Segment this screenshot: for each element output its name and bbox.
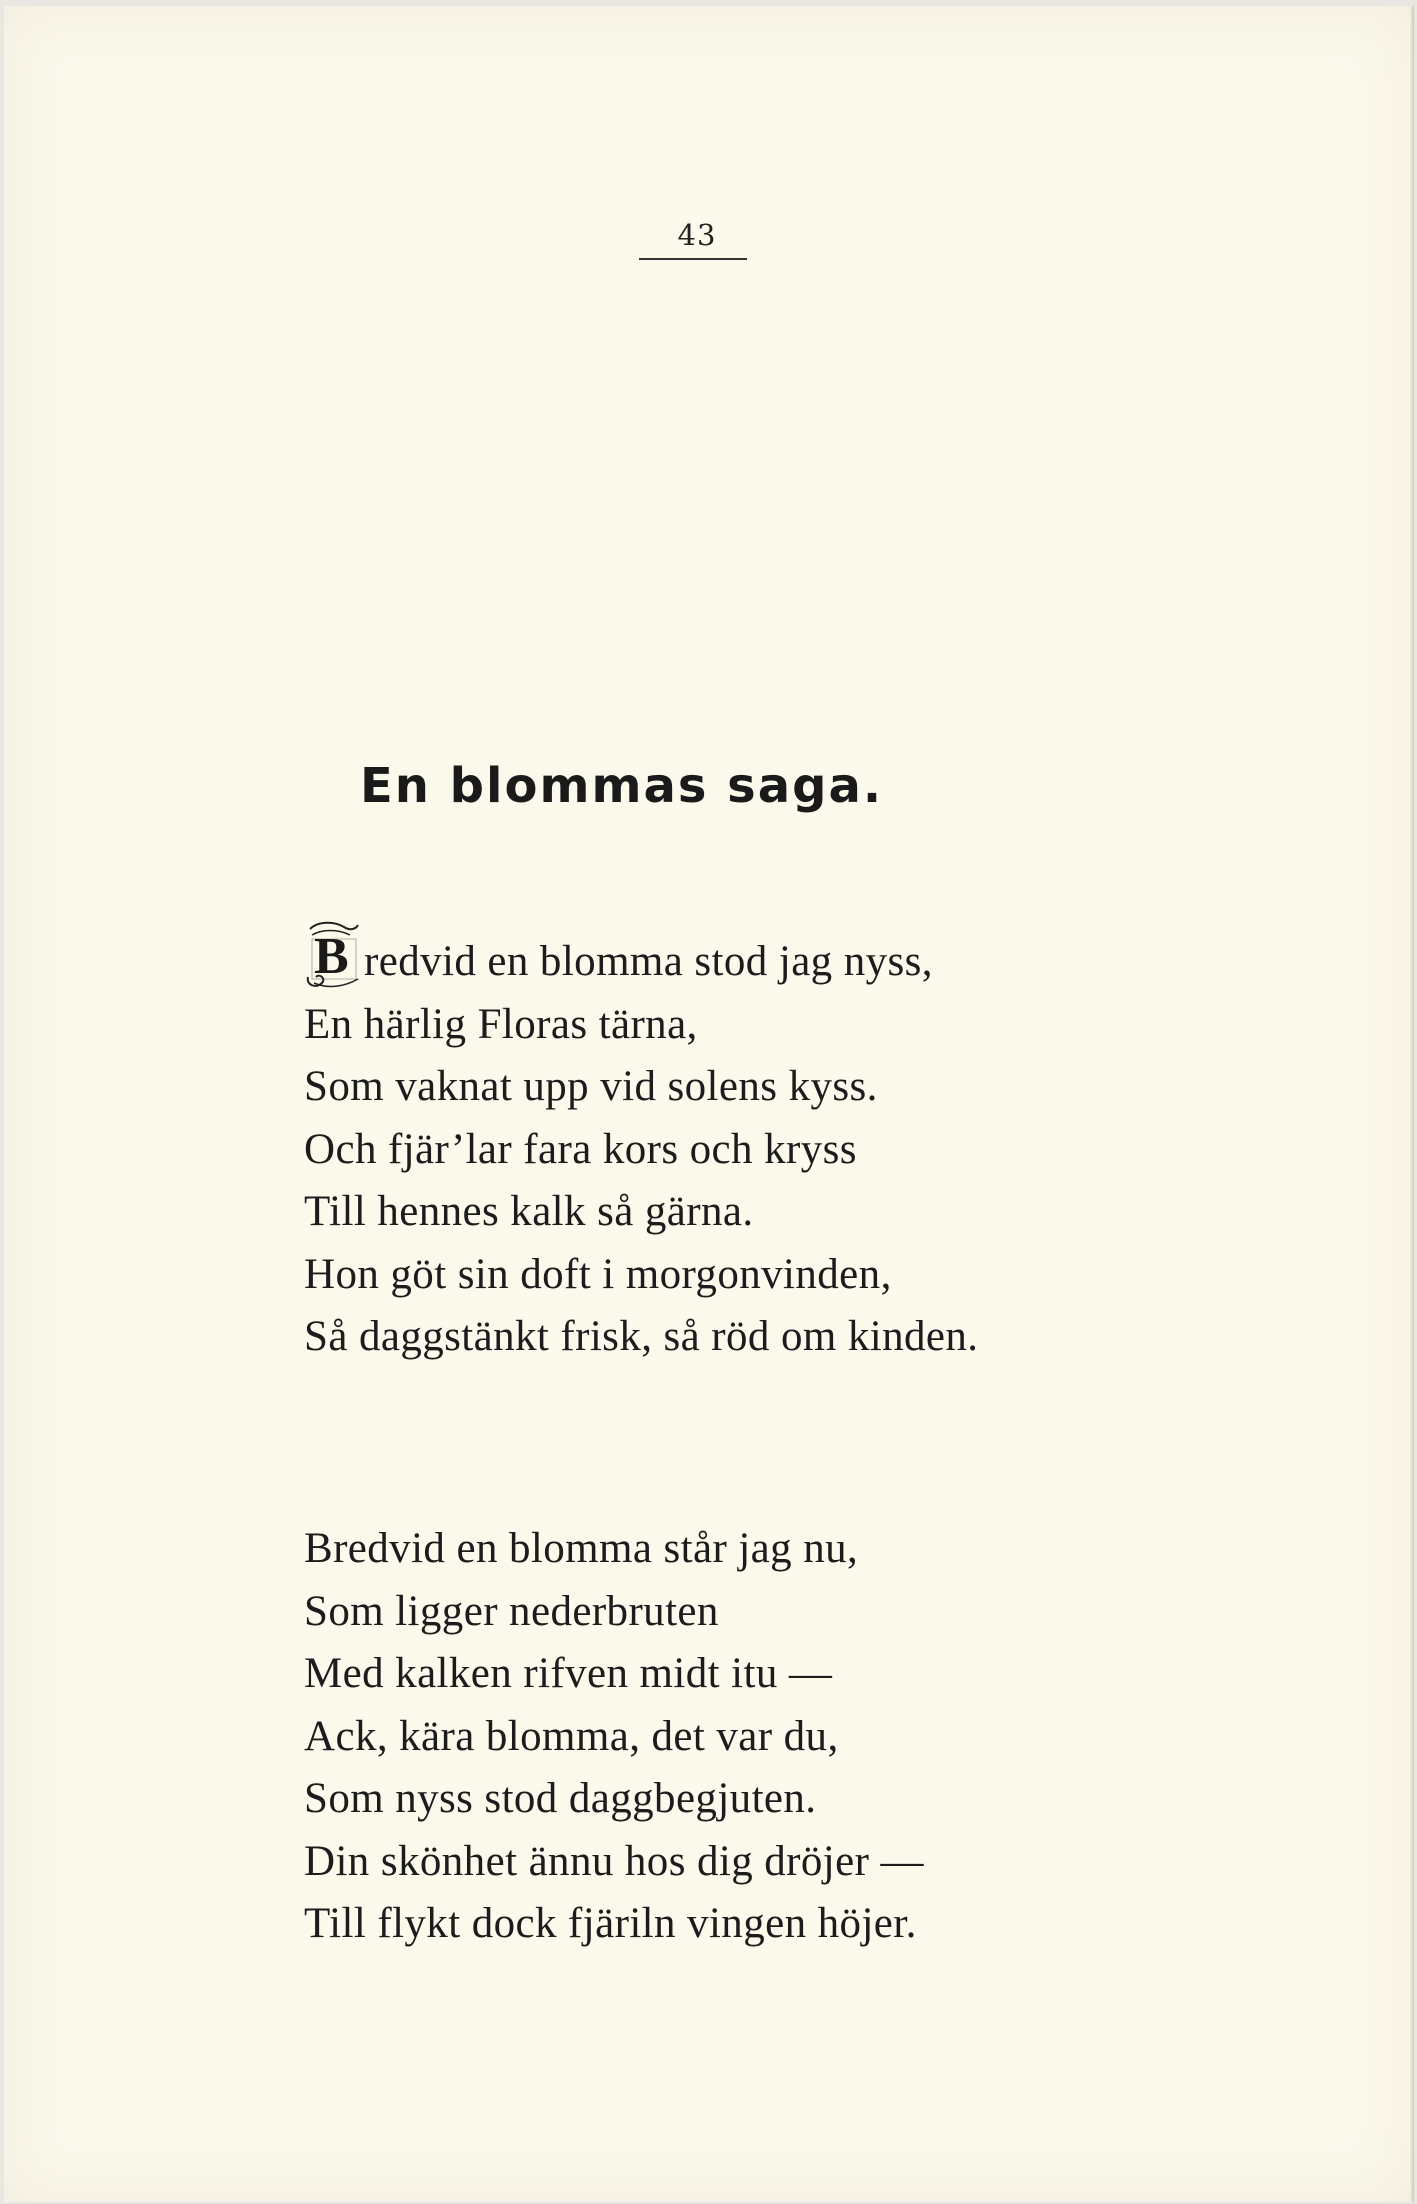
book-page [4,6,1414,2202]
poem-line: Till hennes kalk så gärna. [304,1188,754,1235]
page-number: 43 [677,218,717,252]
poem-line: Till flykt dock fjäriln vingen höjer. [304,1900,917,1947]
poem-line: Din skönhet ännu hos dig dröjer — [304,1837,924,1885]
poem-line: Så daggstänkt frisk, så röd om kinden. [304,1313,979,1360]
page-number-underline [639,258,747,260]
initial-letter: B [314,928,350,985]
poem-line: Som ligger nederbruten [304,1587,719,1635]
stanza-2 [304,1518,924,1956]
poem-line: Bredvid en blomma står jag nu, [304,1525,859,1572]
stanza-1 [304,928,979,1369]
poem-line: Som nyss stod daggbegjuten. [304,1775,817,1822]
poem-line: Med kalken rifven midt itu — [304,1650,833,1697]
poem-line [304,928,978,994]
poem-line: Som vaknat upp vid solens kyss. [304,1063,878,1110]
poem-line: Och fjär’lar fara kors och kryss [304,1125,857,1173]
poem-line: Hon göt sin doft i morgonvinden, [304,1250,892,1298]
poem-line: En härlig Floras tärna, [304,1000,698,1048]
decorative-initial [304,928,362,985]
first-line-text: redvid en blomma stod jag nyss, [364,938,933,985]
page-edge [1410,6,1414,2202]
poem-title: En blommas saga. [360,758,884,814]
poem-line: Ack, kära blomma, det var du, [304,1712,839,1760]
